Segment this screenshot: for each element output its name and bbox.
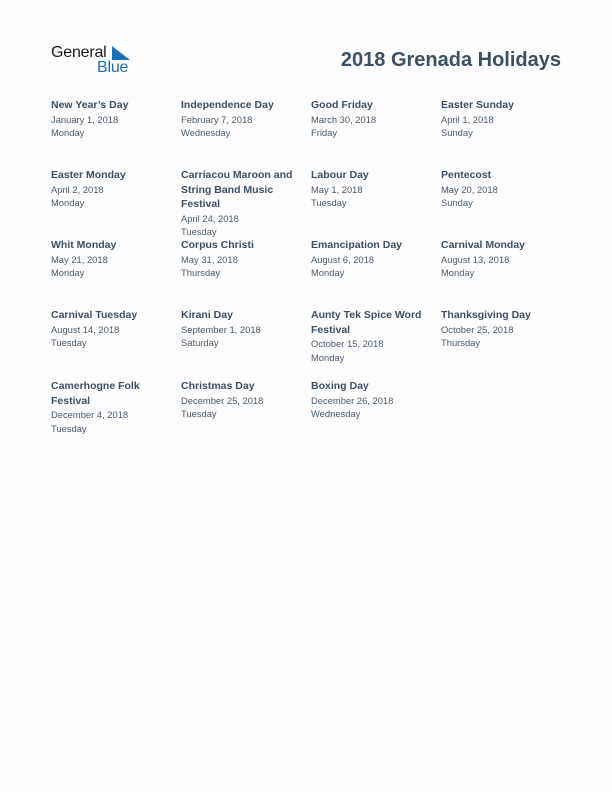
holiday-entry [51,168,169,210]
holiday-name: Corpus Christi [181,239,254,251]
holiday-name: Independence Day [181,99,274,111]
holiday-date: May 31, 2018 [181,253,238,265]
holiday-weekday: Sunday [441,127,473,138]
holiday-name: Emancipation Day [311,239,403,251]
logo-flag-icon [112,46,130,60]
holiday-entry [311,308,429,364]
holiday-name: Easter Monday [51,169,126,181]
holiday-date: April 1, 2018 [441,113,494,125]
holiday-date: March 30, 2018 [311,113,377,125]
page-title: 2018 Grenada Holidays [340,49,561,71]
holiday-name: Thanksgiving Day [441,309,531,321]
holiday-weekday: Monday [311,267,345,278]
holiday-entry [311,168,429,210]
holiday-date: February 7, 2018 [181,113,253,125]
holiday-weekday: Wednesday [311,408,361,419]
holiday-name: Easter Sunday [441,99,514,111]
holiday-weekday: Thursday [441,337,481,348]
holiday-weekday: Tuesday [51,337,87,348]
holiday-name: Carriacou Maroon and String Band Music Festival [181,169,293,210]
holiday-entry [311,98,429,140]
holiday-date: April 24, 2018 [181,212,239,224]
holiday-name: Christmas Day [181,380,255,392]
holiday-date: May 20, 2018 [441,183,498,195]
holiday-name: Camerhogne Folk Festival [51,380,140,407]
holiday-name: Whit Monday [51,239,117,251]
holiday-weekday: Thursday [181,267,221,278]
holiday-date: December 26, 2018 [311,394,394,406]
holiday-name: Kirani Day [181,309,233,321]
general-blue-logo [51,44,141,78]
holiday-weekday: Monday [311,351,345,363]
holiday-entry [441,98,559,140]
holiday-entry [181,98,299,140]
holiday-weekday: Tuesday [181,408,217,419]
holiday-weekday: Monday [441,267,475,278]
holiday-weekday: Friday [311,127,338,138]
holiday-date: August 13, 2018 [441,253,510,265]
holiday-weekday: Monday [51,267,85,278]
holiday-date: May 21, 2018 [51,253,108,265]
holiday-name: New Year’s Day [51,99,129,111]
holiday-weekday: Sunday [441,197,473,208]
holiday-name: Carnival Monday [441,239,526,251]
logo-text-general: General [51,44,107,61]
holiday-date: August 14, 2018 [51,323,120,335]
holiday-weekday: Monday [51,197,85,208]
holiday-entry [181,379,299,421]
holiday-date: September 1, 2018 [181,323,261,335]
holiday-name: Carnival Tuesday [51,309,138,321]
holiday-entry [51,379,169,435]
holiday-weekday: Tuesday [181,226,217,237]
logo-text-blue: Blue [97,59,129,76]
holiday-entry [51,98,169,140]
holiday-date: May 1, 2018 [311,183,363,195]
holiday-weekday: Tuesday [51,422,87,434]
holiday-entry [51,238,169,280]
holiday-name: Boxing Day [311,380,369,392]
holiday-weekday: Tuesday [311,197,347,208]
holiday-name: Pentecost [441,169,492,181]
holiday-name: Good Friday [311,99,373,111]
holiday-date: August 6, 2018 [311,253,375,265]
holiday-entry [311,238,429,280]
holiday-entry [441,168,559,210]
holiday-entry [441,308,559,350]
holiday-date: December 25, 2018 [181,394,264,406]
holiday-weekday: Saturday [181,337,219,348]
holiday-date: October 15, 2018 [311,338,384,349]
holiday-name: Aunty Tek Spice Word Festival [311,309,422,336]
holiday-name: Labour Day [311,169,369,181]
holiday-date: October 25, 2018 [441,323,514,335]
holiday-entry [181,238,299,280]
holiday-entry [441,238,559,280]
holiday-entry [181,168,299,239]
holiday-entry [181,308,299,350]
holiday-entry [311,379,429,421]
holiday-weekday: Monday [51,127,85,138]
holiday-date: April 2, 2018 [51,183,104,195]
holiday-date: December 4, 2018 [51,409,129,420]
holiday-entry [51,308,169,350]
holiday-date: January 1, 2018 [51,113,119,125]
holiday-weekday: Wednesday [181,127,231,138]
